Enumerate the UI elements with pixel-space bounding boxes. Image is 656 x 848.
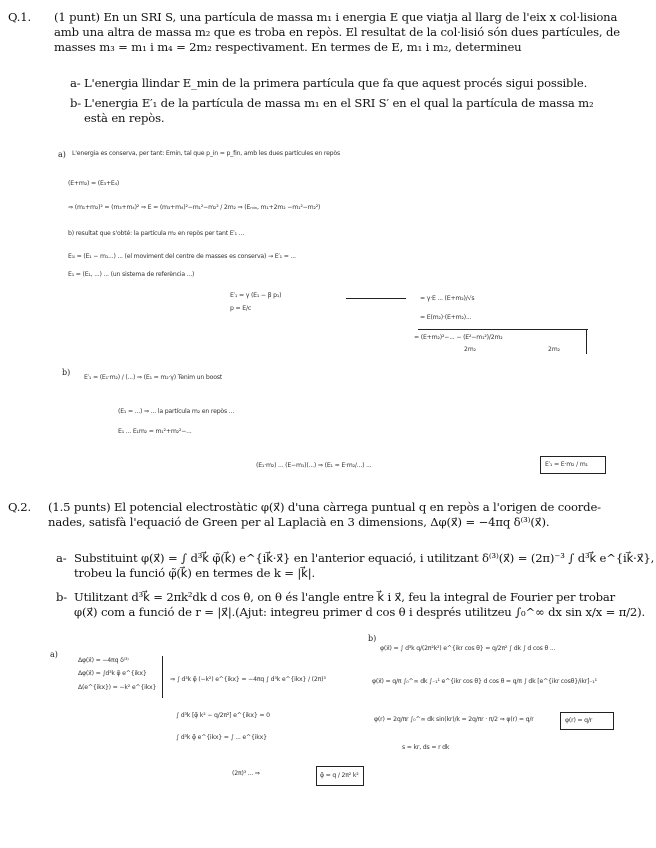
work-denominator: 2m₂ xyxy=(464,346,477,353)
work-line: (E+m₂) = (E₃+E₄) xyxy=(68,180,120,187)
work-formula: = γ·E ... (E+m₂)/√s xyxy=(420,295,475,302)
work-line: E₁ ... E₁m₂ = m₁²+m₂²−... xyxy=(118,428,192,435)
work-line: Δφ(x⃗) = −4πq δ⁽³⁾ xyxy=(78,657,129,664)
work-line: ⇒ ∫ d³k φ̃ (−k²) e^{ikx} = −4πq ∫ d³k e^{ikx} / (2π)³ xyxy=(170,676,326,683)
question-1-line: amb una altra de massa m₂ que es troba en repòs. El resultat de la col·lisió són dues partícules, de xyxy=(54,25,620,39)
answer-box xyxy=(560,712,614,730)
work-formula: = E(m₂)·(E+m₂)... xyxy=(420,314,472,321)
question-2-label: Q.2. xyxy=(8,500,32,514)
work-label-b: b) xyxy=(368,634,377,643)
work-line: E′₁ = (E₁·m₂) / (...) ⇒ (E₁ = m₂·γ) Tenim un boost xyxy=(84,374,223,381)
question-2-line: (1.5 punts) El potencial electrostàtic φ(x⃗) d'una càrrega puntual q en repòs a l'origen de coorde- xyxy=(48,500,601,514)
work-formula: p = E/c xyxy=(230,305,252,312)
item-text: L'energia llindar E_min de la primera partícula que fa que aquest procés sigui possible. xyxy=(84,76,588,90)
work-denominator: 2m₂ xyxy=(548,346,561,353)
item-text: L'energia E′₁ de la partícula de massa m₁ en el SRI S′ en el qual la partícula de massa m₂ xyxy=(84,96,594,110)
question-1-line: masses m₃ = m₁ i m₄ = 2m₂ respectivament. En termes de E, m₁ i m₂, determineu xyxy=(54,40,522,54)
item-text: φ(x⃗) com a funció de r = |x⃗|.(Ajut: integreu primer d cos θ i després utilitzeu ∫₀^∞ dx sin x/x = π/2). xyxy=(74,605,646,619)
boxed-answer: E′₁ = E·m₂ / m₁ xyxy=(545,461,588,468)
fraction-bar xyxy=(346,298,406,299)
item-letter: a- xyxy=(70,76,81,90)
work-line: ∫ d³k [φ̃ k² − q/2π²] e^{ikx} = 0 xyxy=(176,712,270,719)
question-1-line: (1 punt) En un SRI S, una partícula de massa m₁ i energia E que viatja al llarg de l'eix x col·lisiona xyxy=(54,10,618,24)
item-letter: a- xyxy=(56,551,67,565)
bracket-line xyxy=(586,330,587,354)
work-line: (E₁·m₂) ... (E−m₁)(...) ⇒ (E₁ = E·m₂/...) ... xyxy=(256,462,372,469)
work-line: ∫ d³k φ̃ e^{ikx} = ∫ ... e^{ikx} xyxy=(176,734,267,741)
question-1 xyxy=(8,10,648,70)
item-text: Substituint φ(x⃗) = ∫ d³k⃗ φ̃(k⃗) e^{ik⃗·x⃗} en l'anterior equació, i utilitzant δ⁽³⁾(x⃗) = (2π)⁻³ ∫ d³k⃗ e^{ik⃗·x⃗}, xyxy=(74,551,655,565)
work-line: Δφ(x⃗) = ∫d³k φ̃ e^{ikx} xyxy=(78,670,147,677)
work-line: E₁ = (E₁, ...) ... (un sistema de referència ...) xyxy=(68,271,195,278)
work-label-a: a) xyxy=(58,150,66,159)
question-2-line: nades, satisfà l'equació de Green per al Laplacià en 3 dimensions, Δφ(x⃗) = −4πq δ⁽³⁾(x⃗). xyxy=(48,515,550,529)
question-2 xyxy=(8,500,648,534)
work-label-a: a) xyxy=(50,650,58,659)
item-text: trobeu la funció φ̃(k⃗) en termes de k = |k⃗|. xyxy=(74,566,315,580)
work-line: s = kr, ds = r dk xyxy=(402,744,450,751)
work-line: L'energia es conserva, per tant: Emin, tal que p_in = p_fin, amb les dues partícules en repòs xyxy=(72,150,341,157)
work-line: ⇒ (m₁+m₂)² = (m₃+m₄)² ⇒ E = (m₃+m₄)²−m₁²−m₂² / 2m₂ ⇒ (Eₘᵢₙ, m₁+2m₂ −m₁²−m₂²) xyxy=(68,204,321,211)
work-line: φ(x⃗) = ∫ d³k q/(2π²k²) e^{ikr cos θ} = q/2π² ∫ dk ∫ d cos θ ... xyxy=(380,645,556,652)
item-letter: b- xyxy=(56,590,68,604)
work-line: φ(x⃗) = q/π ∫₀^∞ dk ∫₋₁¹ e^{ikr cos θ} d cos θ = q/π ∫ dk [e^{ikr cosθ}/ikr]₋₁¹ xyxy=(372,678,597,685)
item-text: Utilitzant d³k⃗ = 2πk²dk d cos θ, on θ és l'angle entre k⃗ i x⃗, feu la integral de Fourier per trobar xyxy=(74,590,616,604)
work-line: E₁ₗ = (E₁ − m₁...) ... (el moviment del centre de masses es conserva) → E′₁ = ... xyxy=(68,253,296,260)
work-line: (2π)³ ... ⇒ xyxy=(232,770,260,777)
work-line: Δ(e^{ikx}) = −k² e^{ikx} xyxy=(78,684,157,691)
fraction-bar xyxy=(418,329,588,330)
answer-box xyxy=(316,766,364,786)
boxed-answer: φ̃ = q / 2π² k² xyxy=(320,772,359,779)
answer-box xyxy=(540,456,606,474)
work-formula: E′₁ = γ (E₁ − β p₁) xyxy=(230,292,282,299)
work-label-b: b) xyxy=(62,368,71,377)
item-text: està en repòs. xyxy=(84,111,165,125)
work-line: b) resultat que s'obté: la partícula m₂ en repòs per tant E′₁ ... xyxy=(68,230,244,237)
work-line: (E₁ = ...) ⇒ ... la partícula m₂ en repòs ... xyxy=(118,408,235,415)
bracket-line xyxy=(162,656,163,698)
question-1-label: Q.1. xyxy=(8,10,32,24)
work-line: φ(r) = 2q/πr ∫₀^∞ dk sin(kr)/k = 2q/πr · π/2 ⇒ φ(r) = q/r xyxy=(374,716,534,723)
work-formula: = (E+m₂)²−... − (E²−m₁²)/2m₂ xyxy=(414,334,503,341)
item-letter: b- xyxy=(70,96,82,110)
boxed-answer: φ(r) = q/r xyxy=(565,717,593,724)
